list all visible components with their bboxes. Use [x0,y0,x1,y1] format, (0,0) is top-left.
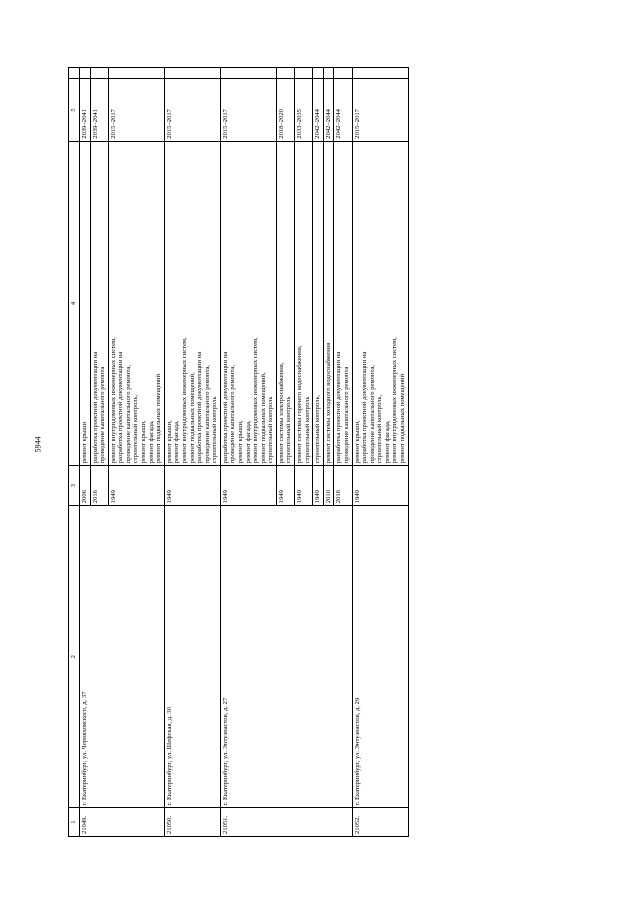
work-line: строительный контроль [285,396,293,464]
work-line: ремонт подвальных помещений [398,373,406,464]
work-line: разработка проектной документации на [335,351,343,464]
period-cell: 2039–2041 [90,79,108,141]
work-line: ремонт фасада, [147,420,155,464]
period-cell: 2039–2041 [80,79,91,141]
work-line: ремонт подвальных помещений, [259,372,267,464]
table-body [80,68,409,837]
empty-cell [295,68,313,79]
year-cell: 1949 [108,466,164,506]
work-line: ремонт крыши, [236,420,244,464]
empty-cell [352,68,408,79]
header-cell-empty [69,68,80,79]
period-cell: 2042–2044 [313,79,324,141]
year-cell: 1949 [352,466,408,506]
year-cell: 1949 [276,466,294,506]
record-address: г. Екатеринбург, ул. Энтузиастов, д. 29 [352,506,408,808]
works-cell [295,141,313,466]
work-line: проведение капитального ремонта, [229,365,237,464]
record-id: 21049. [80,808,165,837]
work-line: строительный контроль [211,396,219,464]
work-line: ремонт фасада, [383,420,391,464]
empty-cell [108,68,164,79]
works-cell [313,141,324,466]
rotated-table-container [68,67,572,837]
work-line: ремонт крыши, [140,420,148,464]
year-cell: 1949 [164,466,220,506]
work-line: ремонт внутридомовых инженерных систем, [109,337,117,464]
empty-cell [323,68,334,79]
period-cell: 2033–2035 [295,79,313,141]
record-id: 21052. [352,808,408,837]
work-line: ремонт внутридомовых инженерных систем, [252,337,260,464]
year-cell: 2010 [323,466,334,506]
work-line: проведение капитального ремонта, [203,365,211,464]
works-cell [323,141,334,466]
work-line: проведение капитального ремонта [99,366,107,464]
works-cell [276,141,294,466]
work-line: ремонт фасада, [173,420,181,464]
work-line: строительный контроль, [132,394,140,464]
record-id: 21051. [220,808,352,837]
record-address: г. Екатеринбург, ул. Черняховского, д. 37 [80,506,165,808]
period-cell: 2018–2020 [276,79,294,141]
year-cell: 2016 [334,466,352,506]
empty-cell [313,68,324,79]
work-line: ремонт подвальных помещений [155,373,163,464]
work-line: ремонт крыши [81,421,88,464]
work-line: строительный контроль, [376,394,384,464]
repair-schedule-table [68,67,409,837]
work-line: разработка проектной документации на [361,351,369,464]
header-cell-3: 3 [69,466,80,506]
works-cell [220,141,276,466]
period-cell: 2015–2017 [220,79,276,141]
period-cell: 2042–2044 [334,79,352,141]
header-cell-4: 4 [69,141,80,466]
period-cell: 2015–2017 [352,79,408,141]
work-line: ремонт системы горячего водоснабжения, [296,345,304,464]
work-line: проведение капитального ремонта [342,366,350,464]
work-line: проведение капитального ремонта, [124,365,132,464]
year-cell: 2006 [80,466,91,506]
works-cell [334,141,352,466]
record-address: г. Екатеринбург, ул. Шефская, д. 30 [164,506,220,808]
table-row [220,68,276,837]
period-cell: 2015–2017 [108,79,164,141]
work-line: ремонт подвальных помещений, [188,372,196,464]
header-cell-5: 5 [69,79,80,141]
works-cell [164,141,220,466]
empty-cell [164,68,220,79]
work-line: разработка проектной документации на [91,351,99,464]
year-cell: 1949 [313,466,324,506]
work-line: проведение капитального ремонта, [368,365,376,464]
work-line: строительный контроль [267,396,275,464]
work-line: разработка проектной документации на [221,351,229,464]
table-row [164,68,220,837]
empty-cell [220,68,276,79]
work-line: ремонт внутридомовых инженерных систем, [180,337,188,464]
empty-cell [334,68,352,79]
header-cell-1: 1 [69,808,80,837]
empty-cell [80,68,91,79]
empty-cell [276,68,294,79]
work-line: ремонт системы электроснабжения, [277,362,285,464]
header-cell-2: 2 [69,506,80,808]
table-row [80,68,91,837]
table-row [352,68,408,837]
record-id: 21050. [164,808,220,837]
work-line: строительный контроль [303,396,311,464]
year-cell: 2016 [90,466,108,506]
period-cell: 2042–2044 [323,79,334,141]
work-line: ремонт фасада, [244,420,252,464]
works-cell [108,141,164,466]
work-line: ремонт внутридомовых инженерных систем, [391,337,399,464]
record-address: г. Екатеринбург, ул. Энтузиастов, д. 27 [220,506,352,808]
work-line: разработка проектной документации на [196,351,204,464]
works-cell [80,141,91,466]
year-cell: 1949 [220,466,276,506]
work-line: разработка проектной документации на [117,351,125,464]
work-line: строительный контроль, [314,394,322,464]
works-cell [90,141,108,466]
work-line: ремонт крыши, [353,420,361,464]
work-line: ремонт системы холодного водоснабжения [324,342,332,464]
works-cell [352,141,408,466]
work-line: ремонт крыши, [165,420,173,464]
header-row [69,68,80,837]
empty-cell [90,68,108,79]
period-cell: 2015–2017 [164,79,220,141]
page-number: 5944 [33,436,43,453]
year-cell: 1949 [295,466,313,506]
